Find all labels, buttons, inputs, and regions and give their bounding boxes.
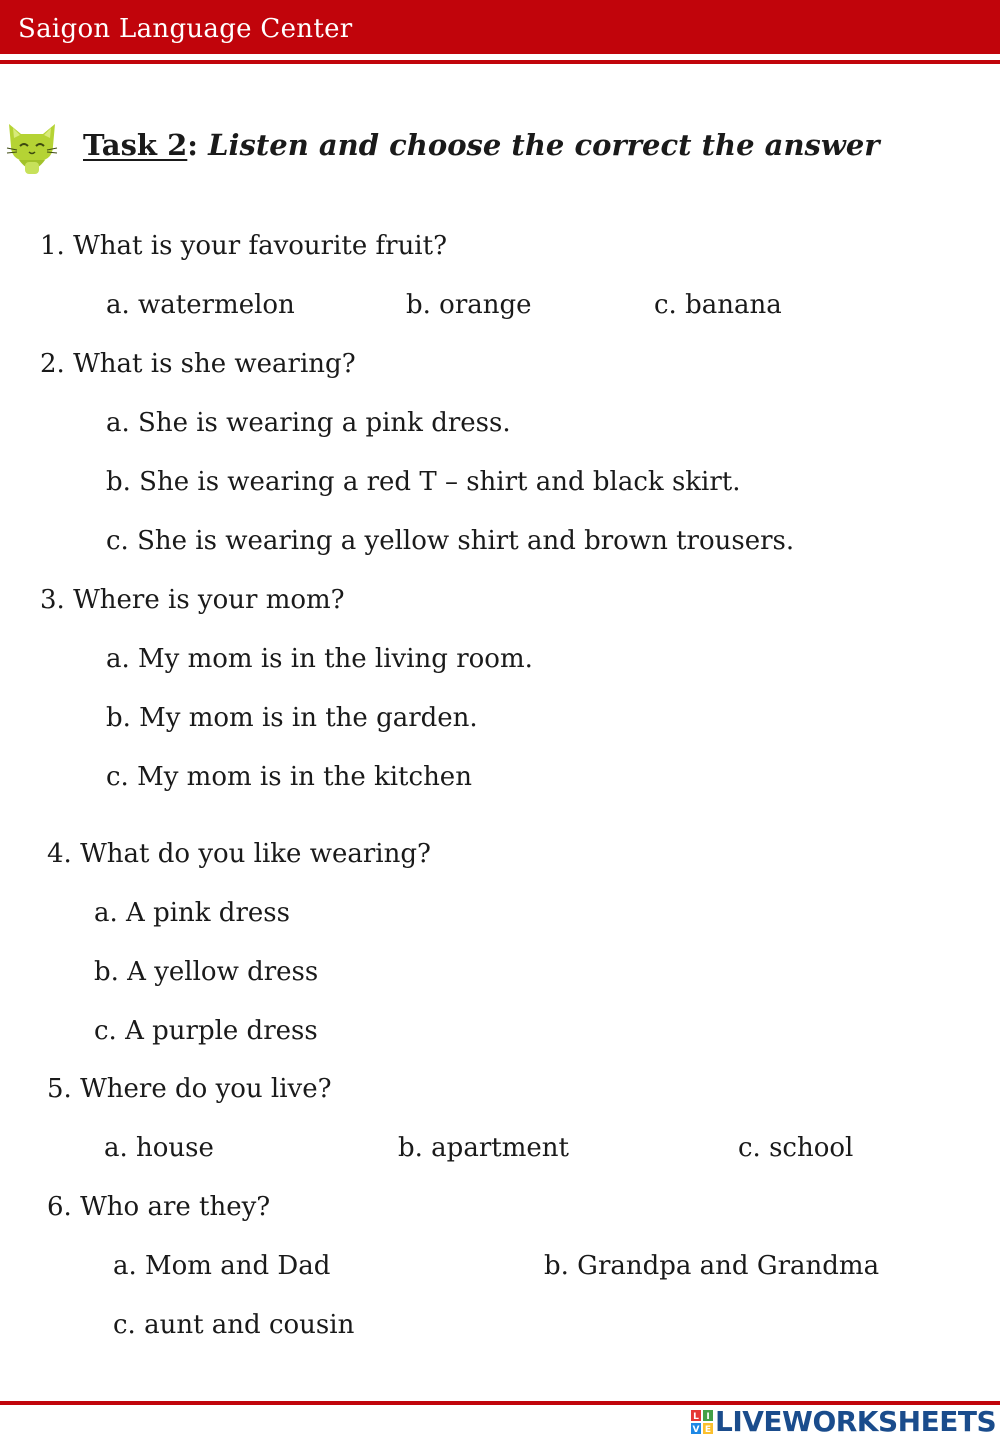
question-2: 2. What is she wearing?: [40, 349, 356, 379]
question-4: 4. What do you like wearing?: [47, 839, 431, 869]
grid-letter-l: L: [693, 1412, 699, 1422]
question-6: 6. Who are they?: [47, 1192, 271, 1222]
liveworksheets-wordmark: LIVEWORKSHEETS: [715, 1405, 997, 1438]
task-title: [83, 128, 880, 162]
option-3b[interactable]: b. My mom is in the garden.: [106, 703, 478, 733]
liveworksheets-grid-icon: [691, 1410, 713, 1434]
option-3a[interactable]: a. My mom is in the living room.: [106, 644, 533, 674]
grid-letter-i: I: [706, 1412, 710, 1422]
option-3c[interactable]: c. My mom is in the kitchen: [106, 762, 472, 792]
option-5c[interactable]: c. school: [738, 1133, 854, 1163]
header-bar: [0, 0, 1000, 54]
option-4c[interactable]: c. A purple dress: [94, 1016, 318, 1046]
option-6c[interactable]: c. aunt and cousin: [113, 1310, 355, 1340]
option-2b[interactable]: b. She is wearing a red T – shirt and black skirt.: [106, 467, 741, 497]
option-5b[interactable]: b. apartment: [398, 1133, 569, 1163]
question-3: 3. Where is your mom?: [40, 585, 345, 615]
option-4a[interactable]: a. A pink dress: [94, 898, 290, 928]
grid-letter-e: E: [704, 1425, 712, 1434]
option-6b[interactable]: b. Grandpa and Grandma: [544, 1251, 880, 1281]
question-1: 1. What is your favourite fruit?: [40, 231, 448, 261]
liveworksheets-logo[interactable]: [691, 1405, 997, 1439]
option-4b[interactable]: b. A yellow dress: [94, 957, 319, 987]
option-1a[interactable]: a. watermelon: [106, 290, 295, 320]
task-label: Task 2: [83, 128, 188, 162]
cat-mascot-icon: [3, 116, 61, 178]
option-5a[interactable]: a. house: [104, 1133, 214, 1163]
header-title: Saigon Language Center: [18, 14, 353, 44]
option-2c[interactable]: c. She is wearing a yellow shirt and brown trousers.: [106, 526, 795, 556]
header-divider: [0, 60, 1000, 64]
option-1b[interactable]: b. orange: [406, 290, 532, 320]
grid-letter-v: V: [692, 1425, 700, 1434]
option-1c[interactable]: c. banana: [654, 290, 782, 320]
option-2a[interactable]: a. She is wearing a pink dress.: [106, 408, 511, 438]
task-instruction: Listen and choose the correct the answer: [208, 128, 880, 162]
question-5: 5. Where do you live?: [47, 1074, 332, 1104]
option-6a[interactable]: a. Mom and Dad: [113, 1251, 331, 1281]
task-separator: :: [187, 128, 199, 162]
